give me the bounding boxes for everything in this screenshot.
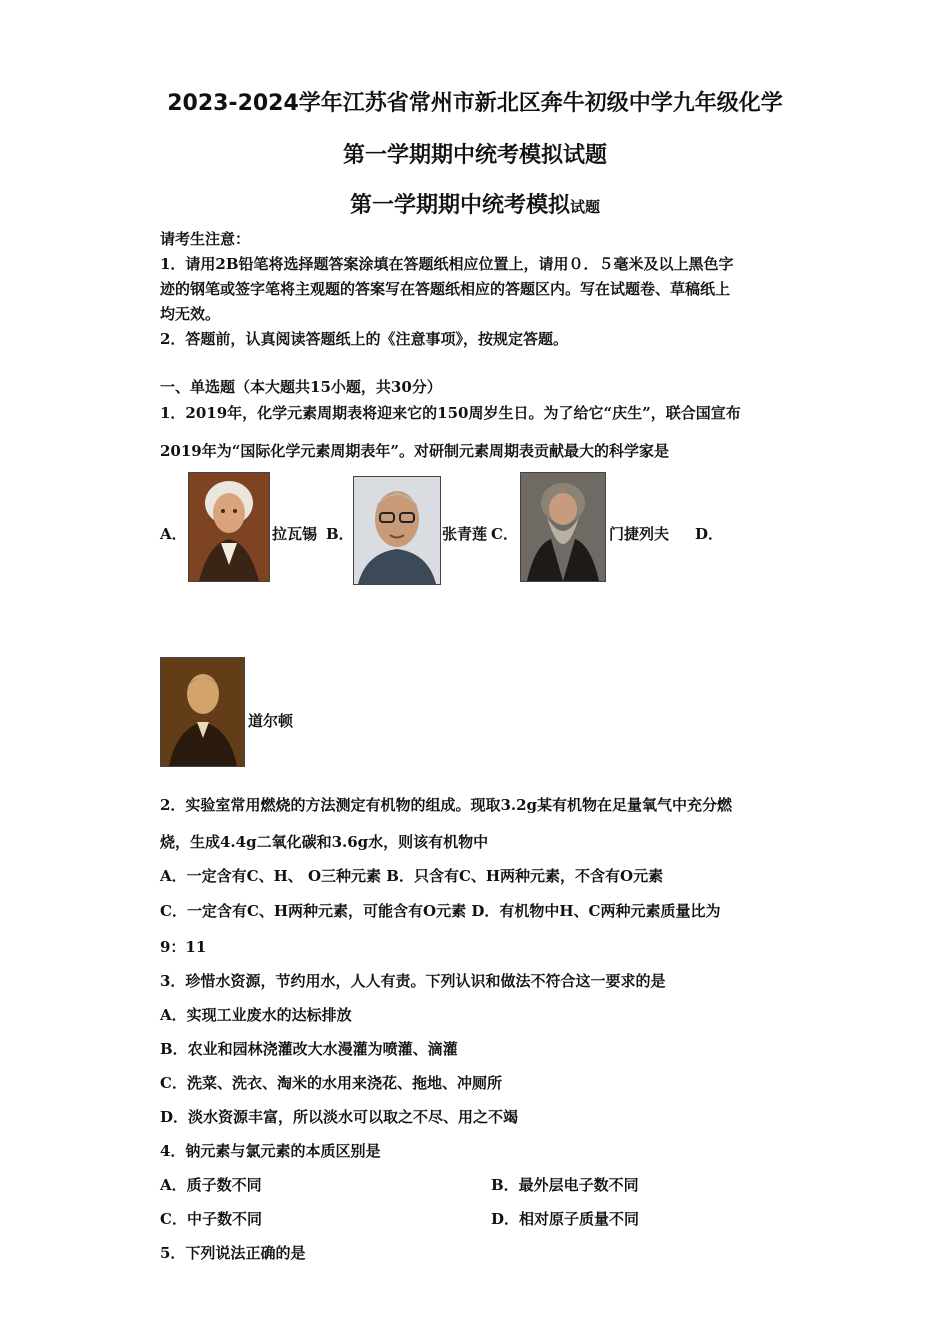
q1-option-a-name: 拉瓦锡 [272,525,318,543]
q1-line2: 2019年为“国际化学元素周期表年”。对研制元素周期表贡献最大的科学家是 [160,442,670,460]
section-title: 一、单选题（本大题共15小题，共30分） [160,378,442,396]
title-line-3 [0,188,950,219]
q1-option-a-letter: A． [160,525,187,543]
q3-option-c: C．洗菜、洗衣、淘米的水用来浇花、拖地、冲厕所 [160,1074,502,1092]
portrait-lavoisier [188,472,270,582]
lavoisier-portrait-image [189,473,269,581]
notice-item1-line2: 迹的钢笔或签字笔将主观题的答案写在答题纸相应的答题区内。写在试题卷、草稿纸上 [160,280,731,298]
q5-stem: 5．下列说法正确的是 [160,1244,306,1262]
notice-item2: 2．答题前，认真阅读答题纸上的《注意事项》，按规定答题。 [160,330,568,348]
title-line-2: 第一学期期中统考模拟试题 [342,143,607,168]
q2-line1: 2．实验室常用燃烧的方法测定有机物的组成。现取3.2g某有机物在足量氧气中充分燃 [160,796,733,814]
notice-heading: 请考生注意： [160,230,251,248]
q3-option-b: B．农业和园林浇灌改大水漫灌为喷灌、滴灌 [160,1040,458,1058]
q3-option-a: A．实现工业废水的达标排放 [160,1006,352,1024]
q2-options-ab: A．一定含有C、H、 O三种元素 B．只含有C、H两种元素，不含有O元素 [160,867,664,885]
q4-option-d: D．相对原子质量不同 [491,1210,640,1228]
q1-option-d-letter: D． [695,525,724,543]
notice-item1-line3: 均无效。 [160,305,221,323]
q1-option-b-name: 张青莲 [442,525,488,543]
title-line-3-main: 第一学期期中统考模拟 [349,193,570,218]
q4-option-b: B．最外层电子数不同 [491,1176,639,1194]
title-line-3-small: 试题 [570,198,601,216]
portrait-mendeleev [520,472,606,582]
q2-options-cd: C．一定含有C、H两种元素，可能含有O元素 D．有机物中H、C两种元素质量比为 [160,902,721,920]
q4-option-a: A．质子数不同 [160,1176,262,1194]
q1-option-c-name: 门捷列夫 [609,525,670,543]
portrait-dalton [160,657,245,767]
zhang-qinglian-portrait-image [354,477,440,584]
q1-option-b-letter: B． [326,525,354,543]
q1-option-d-name: 道尔顿 [248,712,294,730]
title-line-1: 2023-2024学年江苏省常州市新北区奔牛初级中学九年级化学 [167,91,783,116]
q4-option-c: C．中子数不同 [160,1210,262,1228]
q3-stem: 3．珍惜水资源，节约用水，人人有责。下列认识和做法不符合这一要求的是 [160,972,666,990]
notice-item1-line1: 1．请用2B铅笔将选择题答案涂填在答题纸相应位置上，请用０．５毫米及以上黑色字 [160,255,734,273]
q3-option-d: D．淡水资源丰富，所以淡水可以取之不尽、用之不竭 [160,1108,519,1126]
dalton-portrait-image [161,658,244,766]
portrait-zhang-qinglian [353,476,441,585]
mendeleev-portrait-image [521,473,605,581]
q2-line2: 烧，生成4.4g二氧化碳和3.6g水，则该有机物中 [160,833,489,851]
q2-options-cd-continued: 9：11 [160,938,207,956]
q1-option-c-letter: C． [491,525,518,543]
q1-line1: 1．2019年，化学元素周期表将迎来它的150周岁生日。为了给它“庆生”，联合国宣布 [160,404,741,422]
q4-stem: 4．钠元素与氯元素的本质区别是 [160,1142,381,1160]
